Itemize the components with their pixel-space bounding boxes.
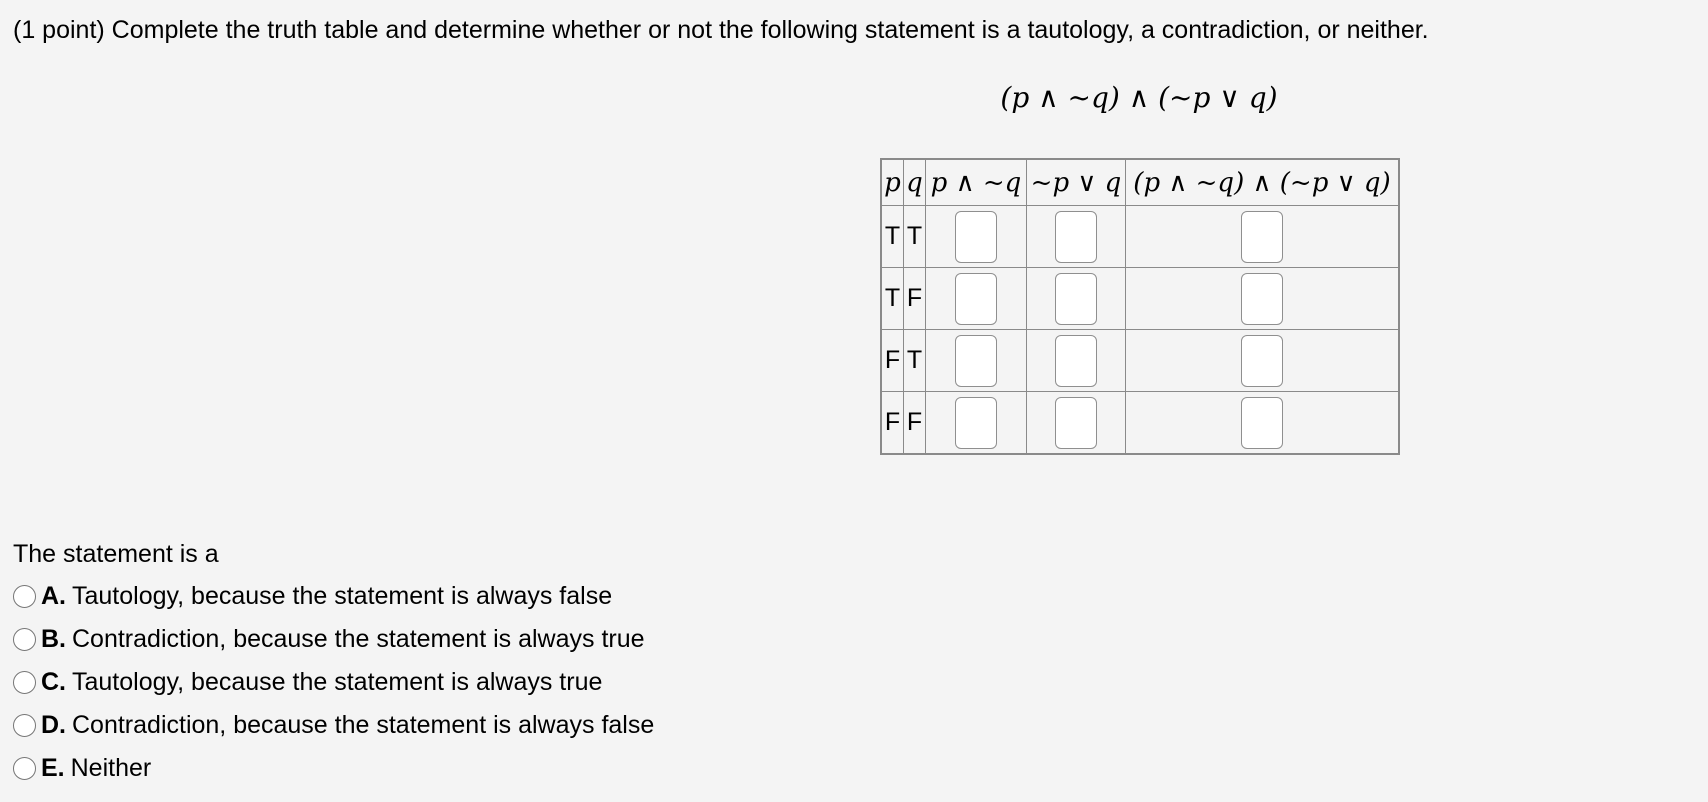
choice-text: Contradiction, because the statement is always false xyxy=(72,711,655,739)
choice-a[interactable] xyxy=(13,575,654,618)
table-row xyxy=(881,268,1399,330)
q-value: T xyxy=(904,206,926,268)
table-row xyxy=(881,392,1399,455)
table-row xyxy=(881,330,1399,392)
answer-input[interactable] xyxy=(1055,211,1097,263)
cell-not-p-or-q xyxy=(1027,206,1126,268)
answer-input[interactable] xyxy=(1241,335,1283,387)
radio-button[interactable] xyxy=(13,671,36,694)
p-value: T xyxy=(881,268,904,330)
choice-b[interactable] xyxy=(13,618,654,661)
p-value: F xyxy=(881,330,904,392)
answer-input[interactable] xyxy=(1055,273,1097,325)
answer-choices xyxy=(13,575,654,790)
answer-input[interactable] xyxy=(1055,397,1097,449)
cell-not-p-or-q xyxy=(1027,330,1126,392)
choice-text: Neither xyxy=(70,754,152,782)
q-value: F xyxy=(904,268,926,330)
cell-p-and-not-q xyxy=(926,268,1027,330)
cell-not-p-or-q xyxy=(1027,392,1126,455)
cell-full-statement xyxy=(1126,206,1400,268)
answer-input[interactable] xyxy=(1241,273,1283,325)
q-value: F xyxy=(904,392,926,455)
answer-input[interactable] xyxy=(1055,335,1097,387)
header-p-and-not-q: p ∧ ~q xyxy=(926,159,1027,206)
choice-letter: A. xyxy=(41,582,66,610)
choice-letter: C. xyxy=(41,668,66,696)
choice-text: Tautology, because the statement is always false xyxy=(72,582,613,610)
header-q: q xyxy=(904,159,926,206)
p-value: F xyxy=(881,392,904,455)
cell-full-statement xyxy=(1126,392,1400,455)
choice-c[interactable] xyxy=(13,661,654,704)
answer-input[interactable] xyxy=(1241,397,1283,449)
choice-text: Contradiction, because the statement is always true xyxy=(72,625,645,653)
choice-letter: B. xyxy=(41,625,66,653)
choice-d[interactable] xyxy=(13,704,654,747)
choice-text: Tautology, because the statement is always true xyxy=(72,668,603,696)
choice-letter: E. xyxy=(41,754,65,782)
table-row xyxy=(881,206,1399,268)
problem-statement: (1 point) Complete the truth table and determine whether or not the following statement is a tautology, a contradiction, or neither. xyxy=(13,16,1429,44)
cell-p-and-not-q xyxy=(926,206,1027,268)
cell-p-and-not-q xyxy=(926,392,1027,455)
header-not-p-or-q: ~p ∨ q xyxy=(1027,159,1126,206)
radio-button[interactable] xyxy=(13,628,36,651)
question-label: The statement is a xyxy=(13,540,219,568)
header-p: p xyxy=(881,159,904,206)
cell-not-p-or-q xyxy=(1027,268,1126,330)
cell-full-statement xyxy=(1126,330,1400,392)
q-value: T xyxy=(904,330,926,392)
radio-button[interactable] xyxy=(13,714,36,737)
cell-p-and-not-q xyxy=(926,330,1027,392)
answer-input[interactable] xyxy=(955,397,997,449)
choice-e[interactable] xyxy=(13,747,654,790)
cell-full-statement xyxy=(1126,268,1400,330)
header-full-statement: (p ∧ ~q) ∧ (~p ∨ q) xyxy=(1126,159,1400,206)
truth-table-header-row xyxy=(881,159,1399,206)
truth-table xyxy=(880,158,1400,455)
radio-button[interactable] xyxy=(13,757,36,780)
formula: (p ∧ ~q) ∧ (~p ∨ q) xyxy=(1000,81,1278,114)
choice-letter: D. xyxy=(41,711,66,739)
answer-input[interactable] xyxy=(1241,211,1283,263)
radio-button[interactable] xyxy=(13,585,36,608)
answer-input[interactable] xyxy=(955,335,997,387)
answer-input[interactable] xyxy=(955,211,997,263)
p-value: T xyxy=(881,206,904,268)
answer-input[interactable] xyxy=(955,273,997,325)
